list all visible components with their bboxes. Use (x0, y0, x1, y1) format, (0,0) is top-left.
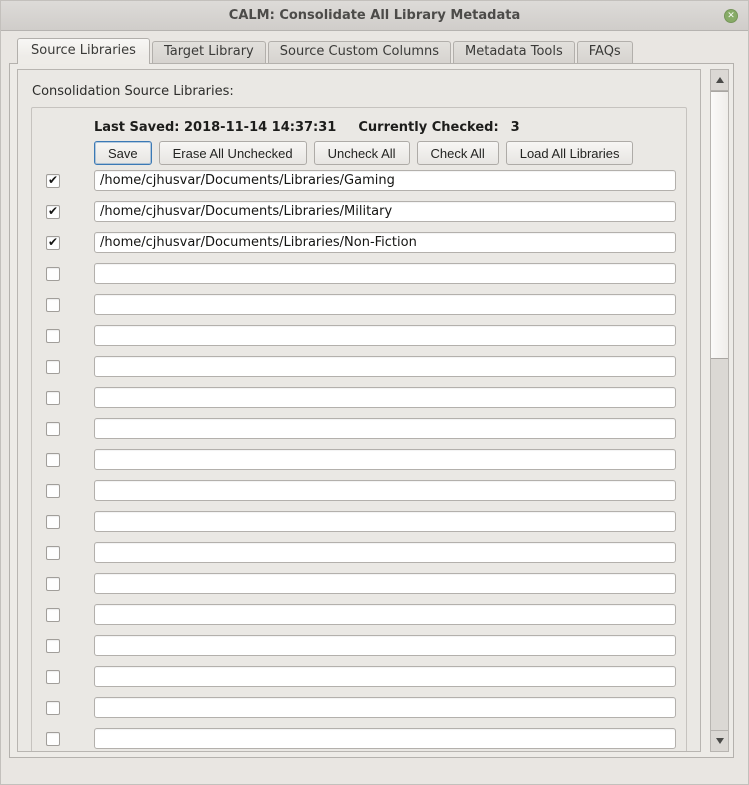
window-title: CALM: Consolidate All Library Metadata (228, 8, 521, 23)
last-saved-timestamp: 2018-11-14 14:37:31 (184, 119, 337, 135)
library-checkbox[interactable] (46, 515, 60, 529)
library-checkbox[interactable] (46, 174, 60, 188)
scrolled-window (17, 69, 729, 752)
content-viewport (17, 69, 701, 752)
library-checkbox[interactable] (46, 267, 60, 281)
section-label: Consolidation Source Libraries: (32, 84, 234, 99)
save-button[interactable] (94, 141, 152, 165)
tab-label: Target Library (163, 44, 254, 59)
library-checkbox[interactable] (46, 422, 60, 436)
tab-source-custom-columns[interactable] (268, 41, 451, 63)
library-row (32, 635, 686, 656)
library-path-input[interactable] (94, 604, 676, 625)
tab-label: Metadata Tools (465, 44, 563, 59)
library-path-input[interactable] (94, 232, 676, 253)
library-row (32, 666, 686, 687)
checkmark-icon: ✔ (47, 234, 59, 249)
checkmark-icon: ✔ (47, 172, 59, 187)
notebook-panel (9, 63, 734, 758)
library-checkbox[interactable] (46, 732, 60, 746)
erase-all-unchecked-button[interactable] (159, 141, 307, 165)
tab-faqs[interactable] (577, 41, 633, 63)
library-checkbox[interactable] (46, 577, 60, 591)
vertical-scrollbar[interactable] (710, 69, 729, 752)
library-checkbox[interactable] (46, 608, 60, 622)
button-label: Check All (430, 145, 485, 161)
library-path-input[interactable] (94, 294, 676, 315)
library-row (32, 201, 686, 222)
arrow-down-icon (716, 738, 724, 744)
library-row (32, 573, 686, 594)
toolbar-button-row (94, 141, 686, 165)
tab-bar (1, 31, 748, 63)
button-label: Load All Libraries (519, 145, 620, 161)
last-saved-label: Last Saved: (94, 119, 180, 135)
close-icon: ✕ (727, 10, 735, 21)
library-path-input[interactable] (94, 356, 676, 377)
scroll-up-button[interactable] (711, 70, 728, 91)
button-label: Uncheck All (327, 145, 396, 161)
library-path-input[interactable] (94, 387, 676, 408)
library-row (32, 170, 686, 191)
close-button[interactable] (724, 9, 738, 23)
library-row (32, 387, 686, 408)
scrollbar-track[interactable] (711, 91, 728, 730)
library-path-input[interactable] (94, 666, 676, 687)
library-path-input[interactable] (94, 728, 676, 749)
library-row (32, 325, 686, 346)
tab-source-libraries[interactable] (17, 38, 150, 64)
currently-checked-label: Currently Checked: (358, 119, 499, 135)
library-row (32, 480, 686, 501)
library-row (32, 294, 686, 315)
button-label: Erase All Unchecked (172, 145, 293, 161)
scrollbar-thumb[interactable] (711, 91, 728, 359)
library-rows (32, 170, 686, 752)
tab-metadata-tools[interactable] (453, 41, 575, 63)
library-row (32, 542, 686, 563)
library-checkbox[interactable] (46, 639, 60, 653)
load-all-libraries-button[interactable] (506, 141, 634, 165)
library-row (32, 449, 686, 470)
library-row (32, 263, 686, 284)
arrow-up-icon (716, 77, 724, 83)
library-row (32, 232, 686, 253)
library-checkbox[interactable] (46, 360, 60, 374)
titlebar[interactable] (1, 1, 748, 31)
library-checkbox[interactable] (46, 205, 60, 219)
uncheck-all-button[interactable] (314, 141, 410, 165)
tab-label: Source Custom Columns (279, 44, 440, 59)
status-line (94, 118, 686, 136)
tab-label: Source Libraries (31, 43, 136, 58)
checkmark-icon: ✔ (47, 203, 59, 218)
library-checkbox[interactable] (46, 236, 60, 250)
scroll-down-button[interactable] (711, 730, 728, 751)
library-row (32, 418, 686, 439)
library-row (32, 356, 686, 377)
library-checkbox[interactable] (46, 453, 60, 467)
library-path-input[interactable] (94, 418, 676, 439)
library-path-input[interactable] (94, 480, 676, 501)
library-checkbox[interactable] (46, 391, 60, 405)
library-path-input[interactable] (94, 263, 676, 284)
library-checkbox[interactable] (46, 701, 60, 715)
library-checkbox[interactable] (46, 484, 60, 498)
library-path-input[interactable] (94, 449, 676, 470)
tab-label: FAQs (588, 44, 621, 59)
library-path-input[interactable] (94, 573, 676, 594)
library-path-input[interactable] (94, 170, 676, 191)
library-path-input[interactable] (94, 697, 676, 718)
library-checkbox[interactable] (46, 329, 60, 343)
library-checkbox[interactable] (46, 670, 60, 684)
library-path-input[interactable] (94, 542, 676, 563)
library-path-input[interactable] (94, 635, 676, 656)
library-checkbox[interactable] (46, 298, 60, 312)
currently-checked-count: 3 (510, 119, 520, 135)
libraries-frame (31, 107, 687, 752)
library-row (32, 697, 686, 718)
library-path-input[interactable] (94, 325, 676, 346)
button-label: Save (108, 145, 138, 161)
library-path-input[interactable] (94, 511, 676, 532)
check-all-button[interactable] (417, 141, 499, 165)
tab-target-library[interactable] (152, 41, 266, 63)
library-row (32, 511, 686, 532)
library-checkbox[interactable] (46, 546, 60, 560)
library-path-input[interactable] (94, 201, 676, 222)
library-row (32, 604, 686, 625)
library-row (32, 728, 686, 749)
